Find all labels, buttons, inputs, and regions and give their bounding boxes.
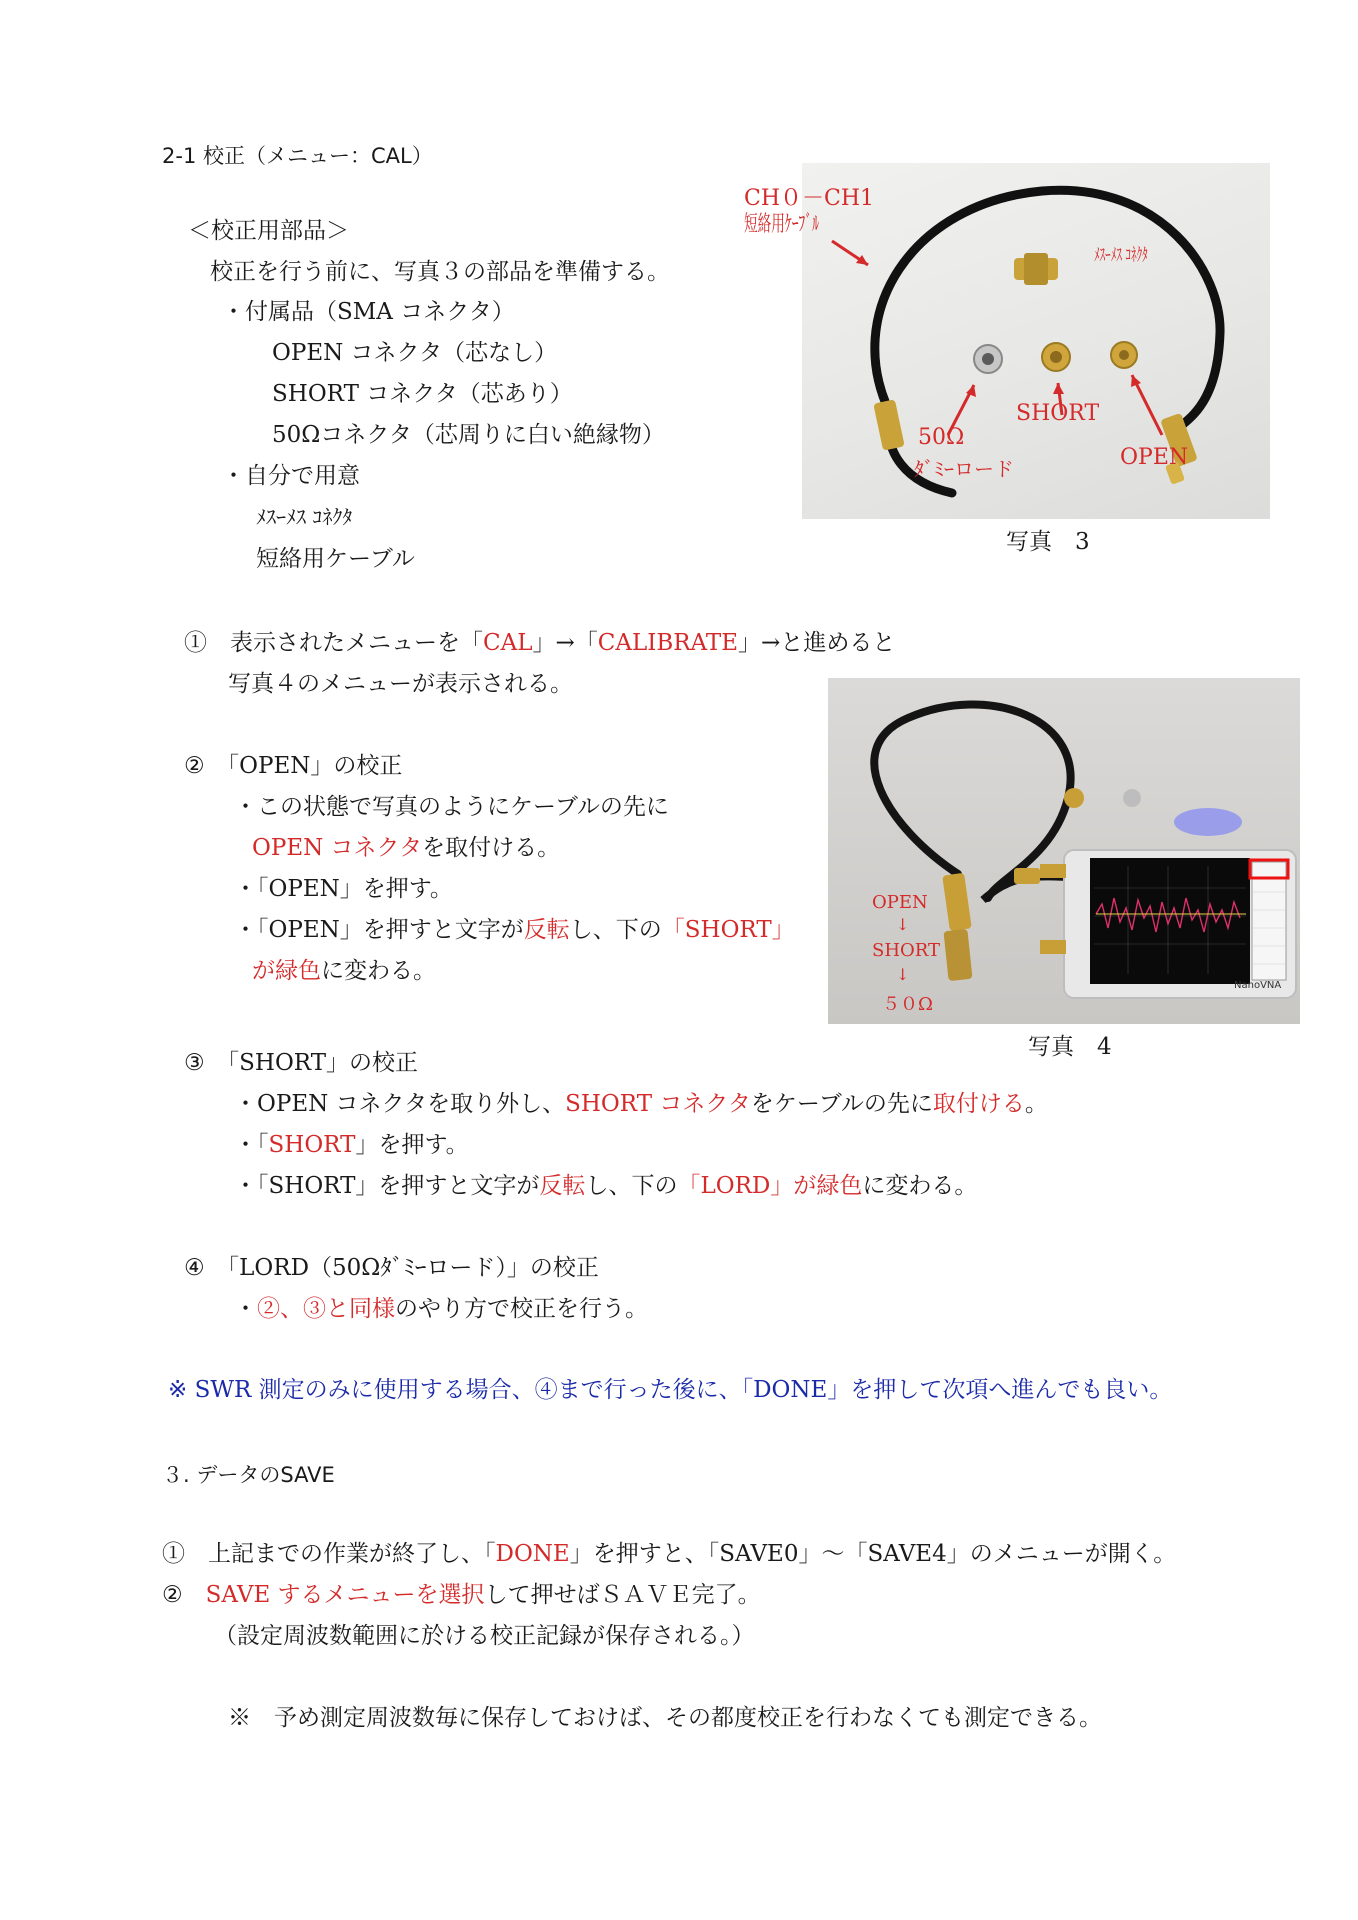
photo3-label-cable: 短絡用ｹｰﾌﾞﾙ [744,212,820,237]
photo3-label-50: 50Ω [918,425,965,450]
parts-cable: 短絡用ケーブル [256,546,415,572]
photo4-label-short: SHORT [872,940,941,961]
photo-4-nanovna-device [828,678,1300,1024]
photo4-caption: 写真 4 [1028,1034,1112,1060]
section3-step1: ① 上記までの作業が終了し、「DONE」を押すと、「SAVE0」～「SAVE4」のメニューが開く。 [162,1541,1177,1567]
photo4-label-open: OPEN [872,892,928,913]
step2-title: ② 「OPEN」の校正 [184,753,403,779]
step1: ① 表示されたメニューを「CAL」→「CALIBRATE」→と進めると [184,630,896,656]
photo4-arrow1: ↓ [896,915,910,934]
step4-title: ④ 「LORD（50Ωﾀﾞﾐｰロード）」の校正 [184,1255,599,1281]
step3-bullet1: ・OPEN コネクタを取り外し、SHORT コネクタをケーブルの先に取付ける。 [234,1091,1048,1117]
step2-bullet2: ・「OPEN」を押す。 [234,876,453,902]
photo3-label-female: ﾒｽｰﾒｽ ｺﾈｸﾀ [1094,245,1148,266]
photo4-label-50: ５０Ω [882,994,933,1015]
step3-bullet2: ・「SHORT」を押す。 [234,1132,469,1158]
section-heading-3: ３. データのSAVE [162,1463,335,1487]
swr-note: ※ SWR 測定のみに使用する場合、④まで行った後に、「DONE」を押して次項へ進んでも良い。 [168,1377,1173,1403]
section-heading-2-1: 2-1 校正（メニュー：CAL） [162,144,433,168]
device-brand-logo: NanoVNA [1234,980,1282,991]
step2-bullet1: ・この状態で写真のようにケーブルの先に [234,794,669,820]
parts-load: 50Ωコネクタ（芯周りに白い絶縁物） [272,422,665,448]
section3-step2-line2: （設定周波数範囲に於ける校正記録が保存される。） [214,1623,755,1649]
parts-female: ﾒｽｰﾒｽ ｺﾈｸﾀ [256,505,353,529]
save-note: ※ 予め測定周波数毎に保存しておけば、その都度校正を行わなくても測定できる。 [228,1705,1102,1731]
section3-step2: ② SAVE するメニューを選択して押せばＳＡＶＥ完了。 [162,1582,761,1608]
step1-line2: 写真４のメニューが表示される。 [228,671,573,697]
photo3-label-ch: CH０－CH1 [744,186,875,211]
photo3-caption: 写真 3 [1006,529,1090,555]
photo-3-calibration-parts [744,163,1270,519]
step2-bullet1-line2: OPEN コネクタを取付ける。 [252,835,561,861]
step2-bullet3: ・「OPEN」を押すと文字が反転し、下の「SHORT」 [234,917,795,943]
parts-intro: 校正を行う前に、写真３の部品を準備する。 [210,259,670,285]
photo4-arrow2: ↓ [896,965,910,984]
parts-self: ・自分で用意 [222,463,360,489]
photo3-label-short: SHORT [1016,401,1100,426]
step3-title: ③ 「SHORT」の校正 [184,1050,419,1076]
step2-bullet3-line2: が緑色に変わる。 [252,958,436,984]
cable-icon [875,190,1220,425]
parts-open: OPEN コネクタ（芯なし） [272,340,558,366]
step4-bullet1: ・②、③と同様のやり方で校正を行う。 [234,1296,648,1322]
parts-heading: ＜校正用部品＞ [188,218,349,244]
step3-bullet3: ・「SHORT」を押すと文字が反転し、下の「LORD」が緑色に変わる。 [234,1173,978,1199]
photo3-label-dummy: ﾀﾞﾐｰロード [914,457,1014,481]
photo3-label-open: OPEN [1120,445,1189,470]
parts-accessory: ・付属品（SMA コネクタ） [222,299,515,325]
parts-short: SHORT コネクタ（芯あり） [272,381,573,407]
